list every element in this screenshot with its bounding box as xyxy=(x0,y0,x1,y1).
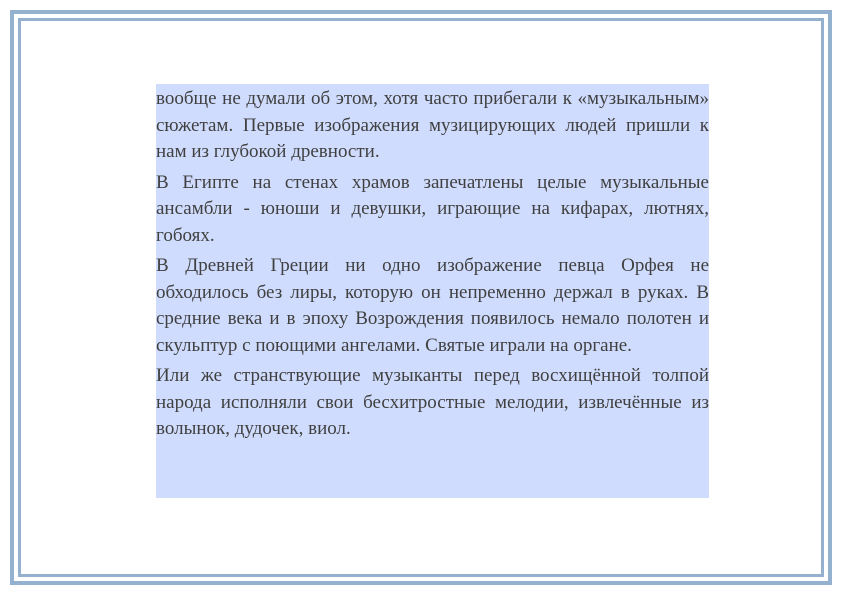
paragraph-3: В Древней Греции ни одно изображение певца Орфея не обходилось без лиры, которую он непременно держал в руках. В средние века и в эпоху Возрождения появилось немало полотен и скульптур с поющими ангелами. Святые играли на органе. xyxy=(156,255,709,356)
paragraph-4: Или же странствующие музыканты перед восхищённой толпой народа исполняли свои бесхитростные мелодии, извлечённые из волынок, дудочек, виол. xyxy=(156,365,709,439)
paragraph-2: В Египте на стенах храмов запечатлены целые музыкальные ансамбли - юноши и девушки, играющие на кифарах, лютнях, гобоях. xyxy=(156,171,709,246)
highlighted-text-block xyxy=(156,84,709,498)
paragraph-1: вообще не думали об этом, хотя часто прибегали к «музыкальным» сюжетам. Первые изображения музицирующих людей пришли к нам из глубокой древности. xyxy=(156,88,709,162)
